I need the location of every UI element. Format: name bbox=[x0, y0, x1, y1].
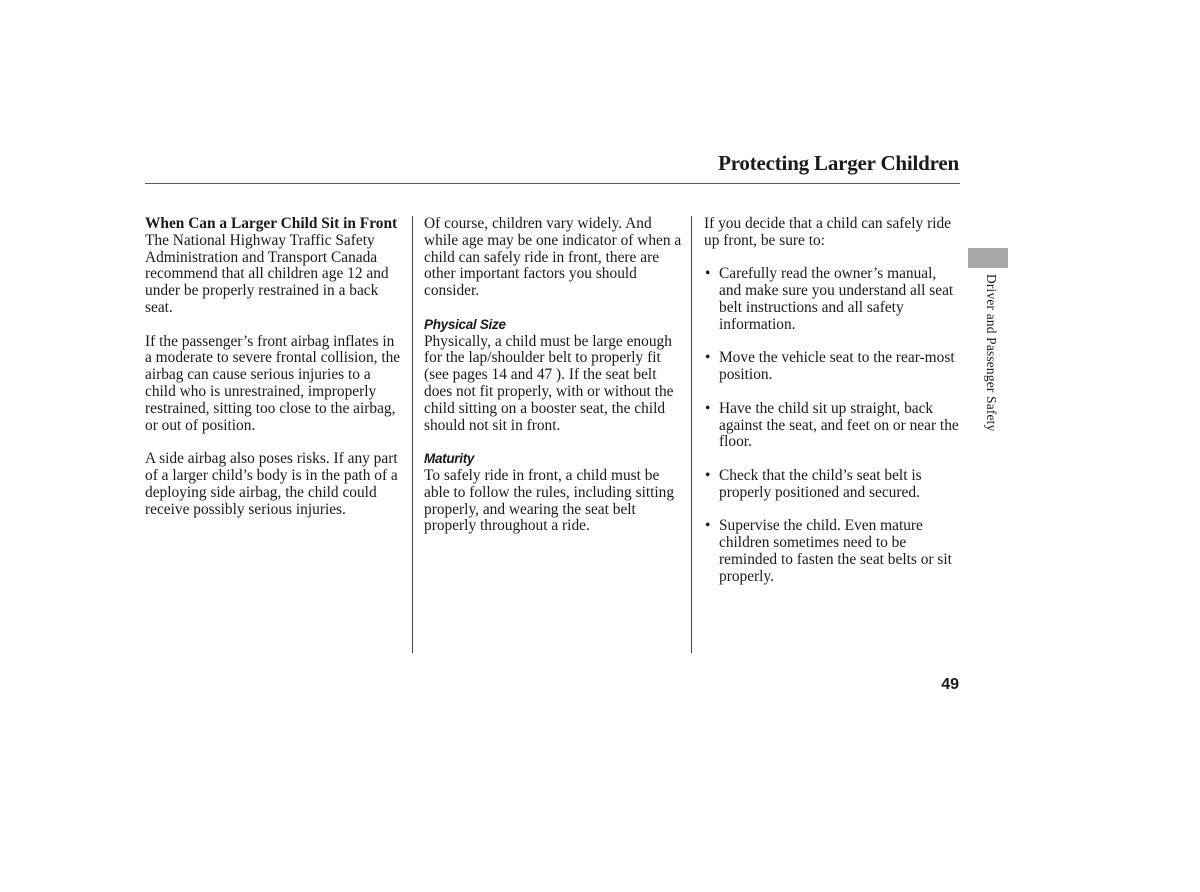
list-item bbox=[704, 518, 962, 585]
section-tab-marker bbox=[968, 248, 1008, 268]
column-1 bbox=[145, 216, 403, 535]
paragraph: Physically, a child must be large enough for the lap/shoulder belt to properly fit (see pages 14 and 47 ). If the seat belt does not fit properly, with or without the child sitting on a booster seat, the child should not sit in front. bbox=[424, 332, 674, 434]
bullet-icon: • bbox=[705, 517, 711, 535]
bullet-icon: • bbox=[705, 399, 711, 417]
section-side-label: Driver and Passenger Safety bbox=[984, 274, 999, 432]
bullet-icon: • bbox=[705, 466, 711, 484]
list-item bbox=[704, 266, 962, 333]
paragraph: Of course, children vary widely. And while age may be one indicator of when a child can safely ride in front, there are other important factors you should consider. bbox=[424, 215, 682, 300]
paragraph: The National Highway Traffic Safety Administration and Transport Canada recommend that all children age 12 and under be properly restrained in a back seat. bbox=[145, 231, 389, 316]
column-divider-2 bbox=[691, 216, 692, 653]
bullet-icon: • bbox=[705, 265, 711, 283]
paragraph: A side airbag also poses risks. If any part of a larger child’s body is in the path of a deploying side airbag, the child could receive possibly serious injuries. bbox=[145, 450, 398, 518]
column-divider-1 bbox=[412, 216, 413, 653]
list-item-text: Check that the child’s seat belt is properly positioned and secured. bbox=[719, 466, 922, 501]
list-item-text: Have the child sit up straight, back against the seat, and feet on or near the floor. bbox=[719, 399, 959, 451]
paragraph: If the passenger’s front airbag inflates in a moderate to severe frontal collision, the airbag can cause serious injuries to a child who is unrestrained, improperly restrained, sitting too close to the airbag, or out of position. bbox=[145, 332, 401, 434]
list-item-text: Carefully read the owner’s manual, and make sure you understand all seat belt instructions and all safety information. bbox=[719, 265, 954, 333]
list-item bbox=[704, 468, 962, 502]
column-3 bbox=[704, 216, 962, 602]
list-item-text: Move the vehicle seat to the rear-most position. bbox=[719, 349, 955, 384]
paragraph: If you decide that a child can safely ride up front, be sure to: bbox=[704, 215, 951, 249]
list-item bbox=[704, 350, 962, 384]
list-item-text: Supervise the child. Even mature children sometimes need to be reminded to fasten the seat belts or sit properly. bbox=[719, 517, 952, 585]
paragraph: To safely ride in front, a child must be able to follow the rules, including sitting properly, and wearing the seat belt properly throughout a ride. bbox=[424, 466, 675, 535]
column-2 bbox=[424, 216, 684, 552]
bullet-list bbox=[704, 266, 962, 585]
title-rule bbox=[145, 183, 960, 184]
bullet-icon: • bbox=[705, 349, 711, 367]
subheading-maturity: Maturity bbox=[424, 451, 475, 467]
page-number: 49 bbox=[941, 676, 959, 693]
page-title: Protecting Larger Children bbox=[718, 151, 959, 175]
list-item bbox=[704, 401, 962, 451]
subheading-physical-size: Physical Size bbox=[424, 316, 506, 332]
section-heading: When Can a Larger Child Sit in Front bbox=[145, 215, 398, 232]
